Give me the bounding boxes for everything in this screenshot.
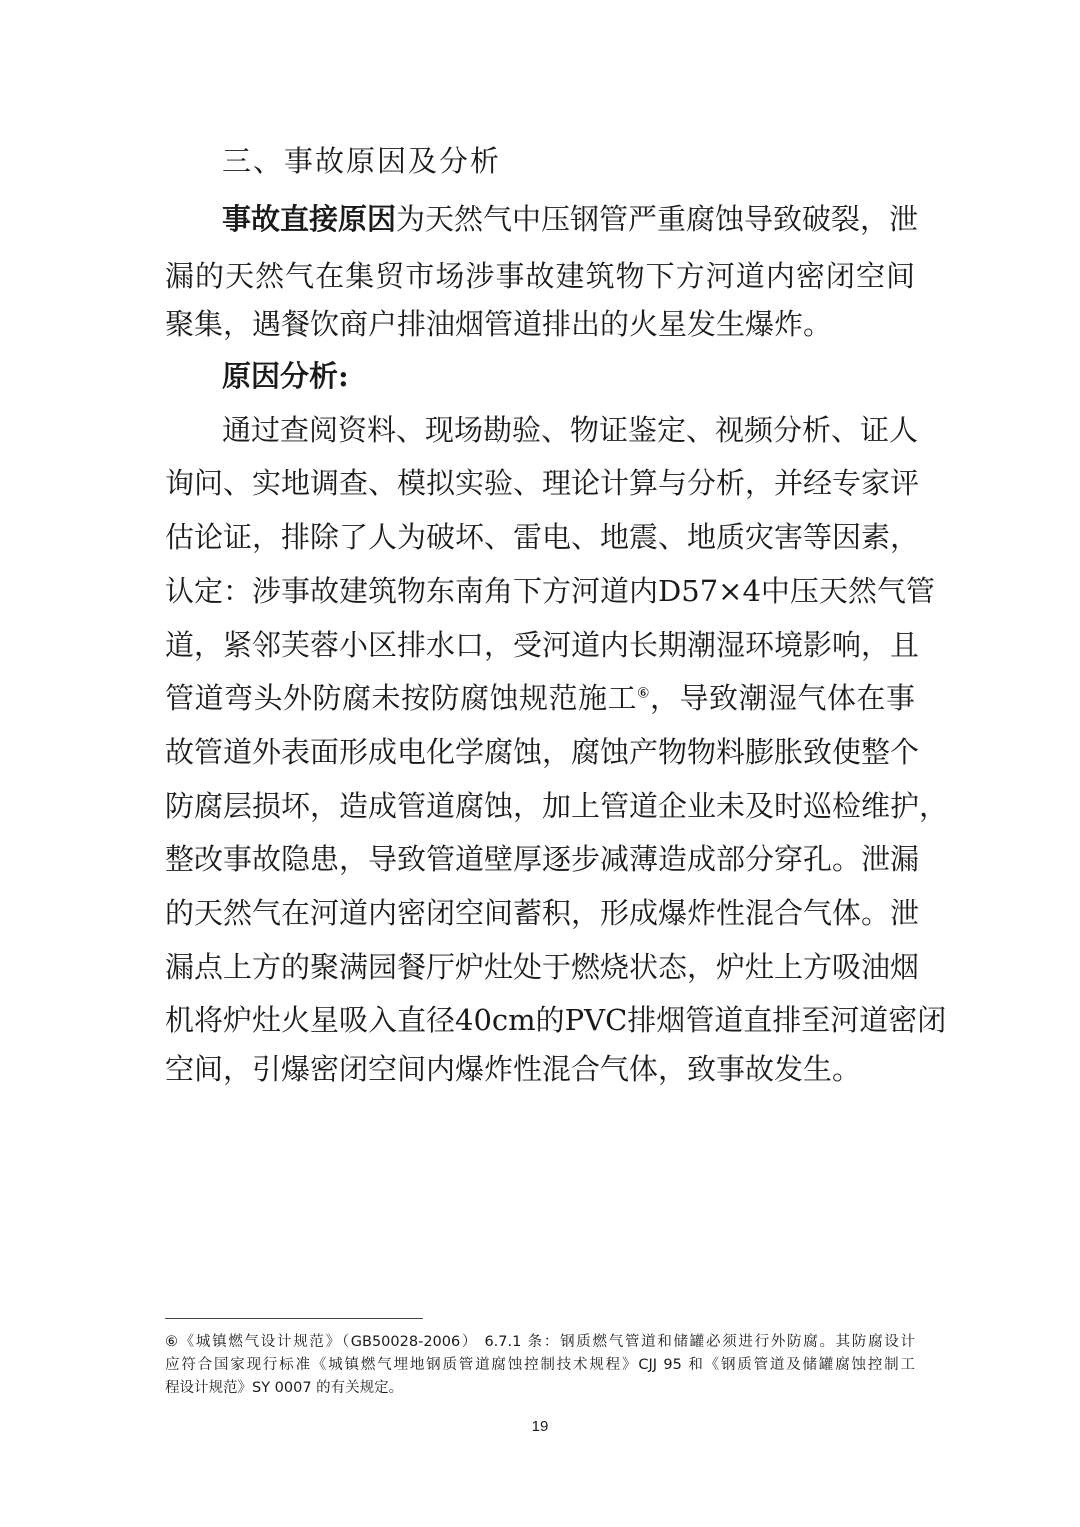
analysis-line-13: 空间，引爆密闭空间内爆炸性混合气体，致事故发生。	[165, 1052, 862, 1086]
analysis-line-6-start: 管道弯头外防腐未按防腐蚀规范施工	[165, 681, 637, 715]
direct-cause-line-3: 聚集，遇餐饮商户排油烟管道排出的火星发生爆炸。	[165, 307, 833, 341]
footnote-marker: ⑥	[165, 1334, 180, 1350]
analysis-line-6-end: ，导致潮湿气体在事	[650, 681, 915, 715]
page-number: 19	[531, 1418, 549, 1435]
analysis-line-5: 道，紧邻芙蓉小区排水口，受河道内长期潮湿环境影响，且	[165, 628, 920, 662]
section-heading: 三、事故原因及分析	[222, 144, 502, 178]
analysis-line-3: 估论证，排除了人为破坏、雷电、地震、地质灾害等因素，	[165, 520, 920, 554]
analysis-line-2: 询问、实地调查、模拟实验、理论计算与分析，并经专家评	[165, 466, 920, 500]
footnote-separator	[165, 1318, 423, 1319]
analysis-line-11: 漏点上方的聚满园餐厅炉灶处于燃烧状态，炉灶上方吸油烟	[165, 950, 920, 984]
analysis-line-8: 防腐层损坏，造成管道腐蚀，加上管道企业未及时巡检维护，	[165, 789, 949, 823]
direct-cause-label: 事故直接原因	[222, 202, 397, 236]
cause-analysis-label: 原因分析:	[222, 359, 349, 393]
direct-cause-text: 为天然气中压钢管严重腐蚀导致破裂，泄	[396, 202, 919, 236]
analysis-line-10: 的天然气在河道内密闭空间蓄积，形成爆炸性混合气体。泄	[165, 896, 920, 930]
analysis-line-7: 故管道外表面形成电化学腐蚀，腐蚀产物物料膨胀致使整个	[165, 735, 920, 769]
footnote-line-2: 应符合国家现行标准《城镇燃气埋地钢质管道腐蚀控制技术规程》CJJ 95 和《钢质管道及储罐腐蚀控制工	[165, 1357, 915, 1373]
footnote-reference-marker[interactable]: ⑥	[636, 685, 651, 702]
footnote-line-3: 程设计规范》SY 0007 的有关规定。	[165, 1380, 404, 1396]
analysis-line-12: 机将炉灶火星吸入直径40cm的PVC排烟管道直排至河道密闭	[165, 1003, 947, 1037]
analysis-line-9: 整改事故隐患，导致管道壁厚逐步减薄造成部分穿孔。泄漏	[165, 842, 920, 876]
footnote-text-1: 《城镇燃气设计规范》（GB50028-2006） 6.7.1 条：钢质燃气管道和储罐必须进行外防腐。其防腐设计	[179, 1334, 915, 1350]
direct-cause-line-2: 漏的天然气在集贸市场涉事故建筑物下方河道内密闭空间	[165, 259, 915, 293]
analysis-line-4: 认定：涉事故建筑物东南角下方河道内D57×4中压天然气管	[165, 574, 935, 608]
analysis-line-1: 通过查阅资料、现场勘验、物证鉴定、视频分析、证人	[222, 413, 919, 447]
analysis-line-6	[165, 678, 915, 718]
footnote-line-1	[165, 1332, 915, 1352]
direct-cause-line-1	[222, 199, 919, 239]
